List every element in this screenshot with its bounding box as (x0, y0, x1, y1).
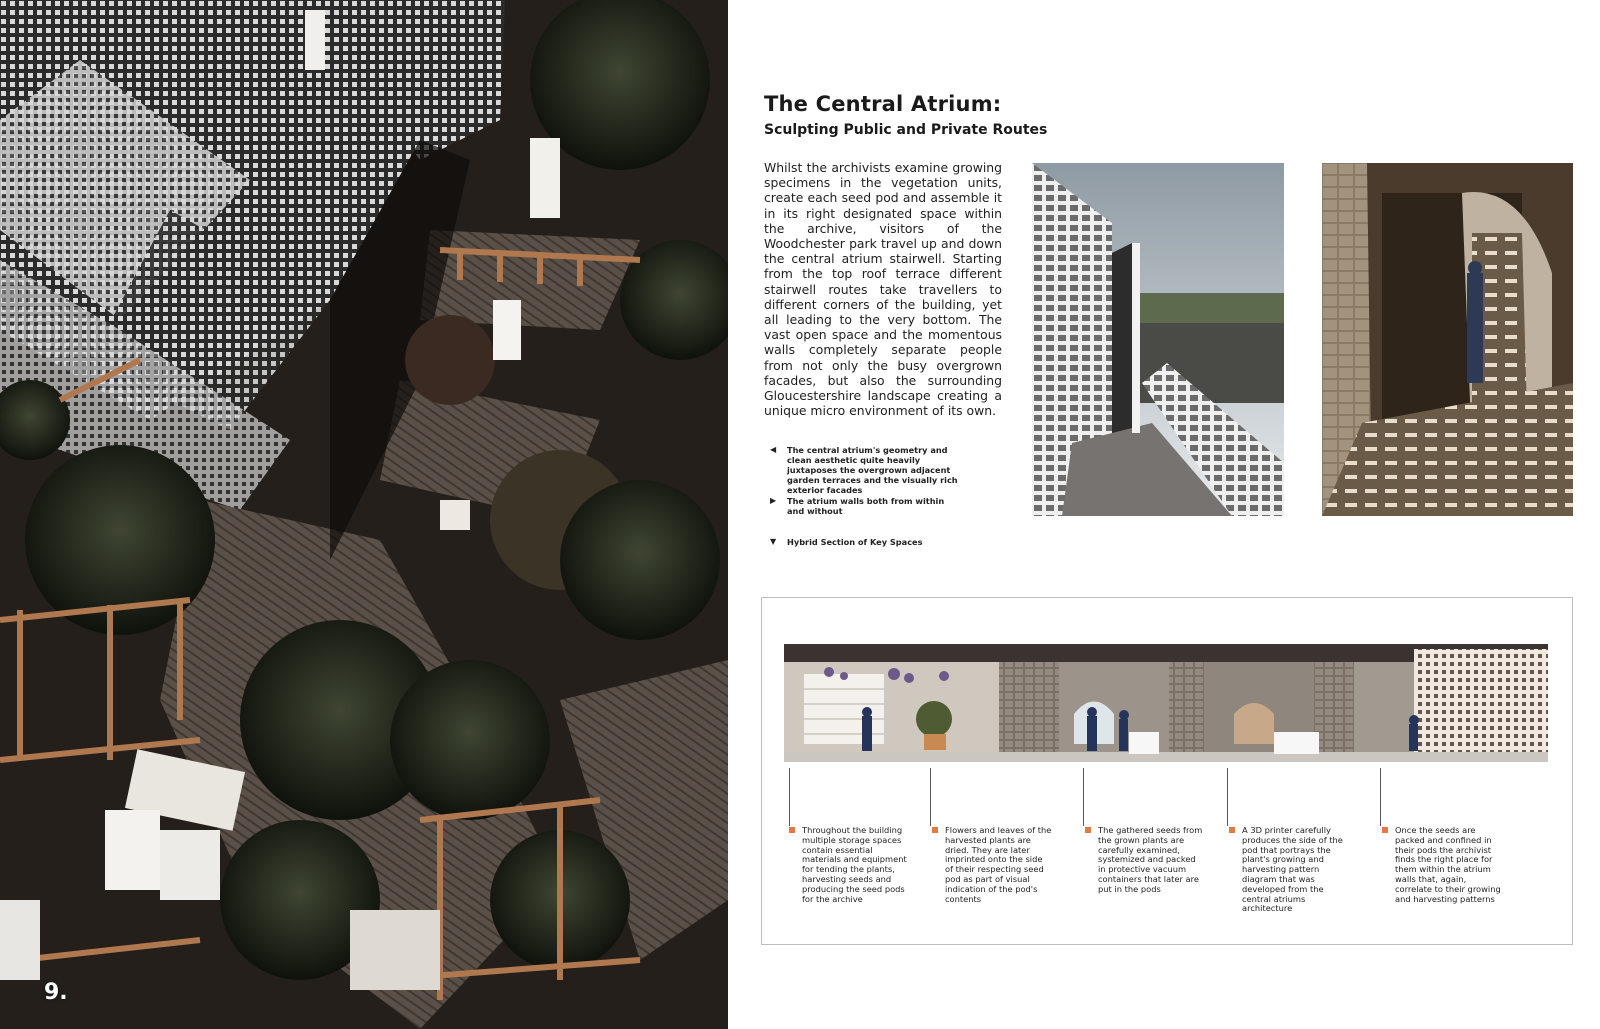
leader-line (1083, 768, 1084, 826)
atrium-interior-photo (1322, 163, 1573, 516)
note-text: A 3D printer carefully produces the side of the pod that portrays the plant's growing and harvesting pattern diagram that was developed from the central atriums architecture (1242, 825, 1343, 914)
right-arrow-icon: ▶ (770, 496, 777, 505)
section-note-seeds (1085, 826, 1205, 895)
atrium-stair-photo (1032, 163, 1284, 516)
caption-atrium-walls (770, 496, 960, 516)
section-note-storage (789, 826, 909, 904)
leader-line (789, 768, 790, 826)
section-note-3d-printer (1229, 826, 1349, 914)
left-arrow-icon: ◀ (770, 445, 777, 454)
caption-text: The atrium walls both from within and without (787, 496, 945, 516)
orange-square-icon (789, 827, 795, 833)
hybrid-section-render (784, 644, 1548, 762)
section-note-drying (932, 826, 1052, 904)
section-note-placement (1382, 826, 1502, 904)
leader-line (1227, 768, 1228, 826)
page-title: The Central Atrium: (764, 92, 1002, 116)
leader-line (1380, 768, 1381, 826)
hybrid-section-panel (761, 597, 1573, 945)
note-text: The gathered seeds from the grown plants are carefully examined, systemized and packed in protective vacuum containers that later are put in the pods (1098, 825, 1203, 894)
leader-line (930, 768, 931, 826)
caption-text: Hybrid Section of Key Spaces (787, 537, 923, 547)
orange-square-icon (1085, 827, 1091, 833)
down-arrow-icon: ▼ (770, 537, 777, 546)
caption-text: The central atrium's geometry and clean aesthetic quite heavily juxtaposes the overgrown adjacent garden terraces and the visually rich exterior facades (787, 445, 958, 495)
orange-square-icon (1229, 827, 1235, 833)
caption-hybrid-section (770, 537, 960, 547)
page-subtitle: Sculpting Public and Private Routes (764, 122, 1048, 138)
body-paragraph: Whilst the archivists examine growing specimens in the vegetation units, create each seed pod and assemble it in its right designated space within the archive, visitors of the Woodchester park travel up and down the central atrium stairwell. Starting from the top roof terrace different stairwell routes take travellers to different corners of the building, yet all leading to the very bottom. The vast open space and the momentous walls completely separate people from not only the busy overgrown facades, but also the surrounding Gloucestershire landscape creating a unique micro environment of its own. (764, 160, 1002, 419)
orange-square-icon (1382, 827, 1388, 833)
note-text: Throughout the building multiple storage spaces contain essential materials and equipment for tending the plants, harvesting seeds and producing the seed pods for the archive (802, 825, 907, 904)
note-text: Once the seeds are packed and confined in their pods the archivist finds the right place for them within the atrium walls that, again, correlate to their growing and harvesting patterns (1395, 825, 1501, 904)
note-text: Flowers and leaves of the harvested plants are dried. They are later imprinted onto the side of their respecting seed pod as part of visual indication of the pod's contents (945, 825, 1052, 904)
page-number: 9. (44, 980, 68, 1005)
orange-square-icon (932, 827, 938, 833)
caption-atrium-geometry (770, 445, 960, 495)
aerial-render-image (0, 0, 728, 1029)
